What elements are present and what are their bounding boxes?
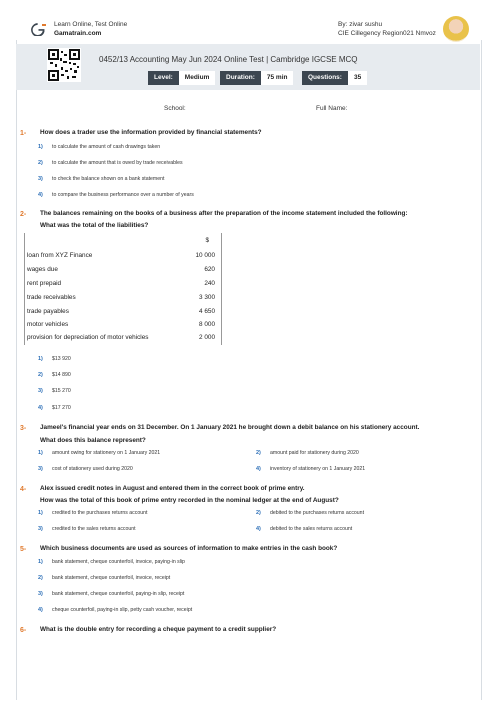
table-row	[27, 252, 215, 259]
duration-label: Duration:	[220, 71, 261, 85]
option-text[interactable]: $17 270	[52, 405, 71, 411]
table-row	[27, 321, 215, 328]
option-number: 2)	[38, 160, 43, 166]
option-number: 4)	[38, 607, 43, 613]
balances-table	[24, 233, 222, 345]
option-number: 3)	[38, 591, 43, 597]
option-text[interactable]: debited to the purchases returns account	[270, 510, 365, 516]
option-text[interactable]: credited to the sales returns account	[52, 526, 136, 532]
option-text[interactable]: $14 890	[52, 372, 71, 378]
option-number: 2)	[38, 575, 43, 581]
option-number: 2)	[256, 450, 261, 456]
option-number: 3)	[38, 526, 43, 532]
row-amount: 620	[204, 266, 215, 273]
row-amount: 3 300	[199, 294, 215, 301]
row-amount: 4 650	[199, 308, 215, 315]
avatar	[443, 16, 469, 42]
option-text[interactable]: debited to the sales returns account	[270, 526, 353, 532]
question-text: How does a trader use the information provided by financial statements?	[40, 129, 262, 136]
row-amount: 2 000	[199, 334, 215, 341]
questions-chip	[302, 71, 367, 85]
option-number: 2)	[38, 372, 43, 378]
question-number: 2-	[20, 211, 27, 218]
option-text[interactable]: bank statement, cheque counterfoil, invoice, receipt	[52, 575, 171, 581]
duration-value: 75 min	[261, 71, 294, 85]
row-label: loan from XYZ Finance	[27, 252, 93, 259]
level-value: Medium	[179, 71, 216, 85]
brand-tagline: Learn Online, Test Online	[54, 21, 128, 28]
option-text[interactable]: inventory of stationery on 1 January 2021	[270, 466, 366, 472]
duration-chip	[220, 71, 293, 85]
question-text: Jameel's financial year ends on 31 December. On 1 January 2021 he brought down a debit balance on his stationery account.	[40, 424, 420, 431]
questions-value: 35	[348, 71, 367, 85]
option-text[interactable]: to calculate the amount that is owed by trade receivables	[52, 160, 183, 166]
option-number: 3)	[38, 466, 43, 472]
author-name: By: zivar sushu	[338, 21, 383, 28]
option-text[interactable]: $13 920	[52, 356, 71, 362]
option-text[interactable]: to check the balance shown on a bank statement	[52, 176, 165, 182]
qr-code-icon	[47, 48, 81, 82]
row-label: motor vehicles	[27, 321, 69, 328]
level-chip	[148, 71, 215, 85]
option-text[interactable]: amount paid for stationery during 2020	[270, 450, 359, 456]
row-amount: 240	[204, 280, 215, 287]
option-text[interactable]: bank statement, cheque counterfoil, invoice, paying-in slip	[52, 559, 185, 565]
brand-site-link[interactable]: Gamatrain.com	[54, 30, 102, 37]
question-text: What was the total of the liabilities?	[40, 222, 149, 229]
option-number: 1)	[38, 144, 43, 150]
option-text[interactable]: credited to the purchases returns account	[52, 510, 148, 516]
option-number: 4)	[256, 526, 261, 532]
question-number: 4-	[20, 486, 27, 493]
question-number: 1-	[20, 130, 27, 137]
table-row	[27, 308, 215, 315]
questions-label: Questions:	[302, 71, 348, 85]
option-number: 3)	[38, 176, 43, 182]
question-text: The balances remaining on the books of a business after the preparation of the income statement included the following:	[40, 210, 408, 217]
question-number: 3-	[20, 425, 27, 432]
question-number: 6-	[20, 627, 27, 634]
test-title: 0452/13 Accounting May Jun 2024 Online Test | Cambridge IGCSE MCQ	[99, 55, 358, 64]
option-text[interactable]: $15 270	[52, 388, 71, 394]
row-label: wages due	[27, 266, 58, 273]
question-text: Which business documents are used as sources of information to make entries in the cash book?	[40, 545, 338, 552]
page-frame	[16, 40, 482, 700]
option-text[interactable]: amount owing for stationery on 1 January 2021	[52, 450, 161, 456]
option-number: 3)	[38, 388, 43, 394]
row-amount: 8 000	[199, 321, 215, 328]
option-number: 4)	[38, 405, 43, 411]
option-number: 1)	[38, 559, 43, 565]
option-text[interactable]: cheque counterfoil, paying-in slip, petty cash voucher, receipt	[52, 607, 193, 613]
row-label: rent prepaid	[27, 280, 62, 287]
school-label: School:	[164, 105, 186, 112]
table-row	[27, 294, 215, 301]
option-number: 1)	[38, 356, 43, 362]
question-text: What does this balance represent?	[40, 437, 146, 444]
currency-header: $	[205, 237, 209, 244]
option-text[interactable]: cost of stationery used during 2020	[52, 466, 133, 472]
question-number: 5-	[20, 546, 27, 553]
table-row	[27, 334, 215, 341]
level-label: Level:	[148, 71, 179, 85]
question-text: How was the total of this book of prime entry recorded in the nominal ledger at the end of August?	[40, 497, 339, 504]
author-detail: CIE Cillegency Region021 Nmvoz	[338, 30, 436, 37]
option-text[interactable]: bank statement, cheque counterfoil, paying-in slip, receipt	[52, 591, 185, 597]
option-number: 4)	[256, 466, 261, 472]
option-number: 4)	[38, 192, 43, 198]
option-number: 1)	[38, 510, 43, 516]
gamatrain-logo-icon	[30, 22, 48, 36]
option-number: 2)	[256, 510, 261, 516]
fullname-label: Full Name:	[316, 105, 348, 112]
question-text: Alex issued credit notes in August and entered them in the correct book of prime entry.	[40, 485, 305, 492]
row-label: trade receivables	[27, 294, 76, 301]
question-text: What is the double entry for recording a cheque payment to a credit supplier?	[40, 626, 277, 633]
table-row	[27, 280, 215, 287]
row-label: trade payables	[27, 308, 69, 315]
option-number: 1)	[38, 450, 43, 456]
row-label: provision for depreciation of motor vehicles	[27, 334, 149, 341]
option-text[interactable]: to compare the business performance over a number of years	[52, 192, 194, 198]
option-text[interactable]: to calculate the amount of cash drawings taken	[52, 144, 161, 150]
row-amount: 10 000	[195, 252, 215, 259]
table-row	[27, 266, 215, 273]
